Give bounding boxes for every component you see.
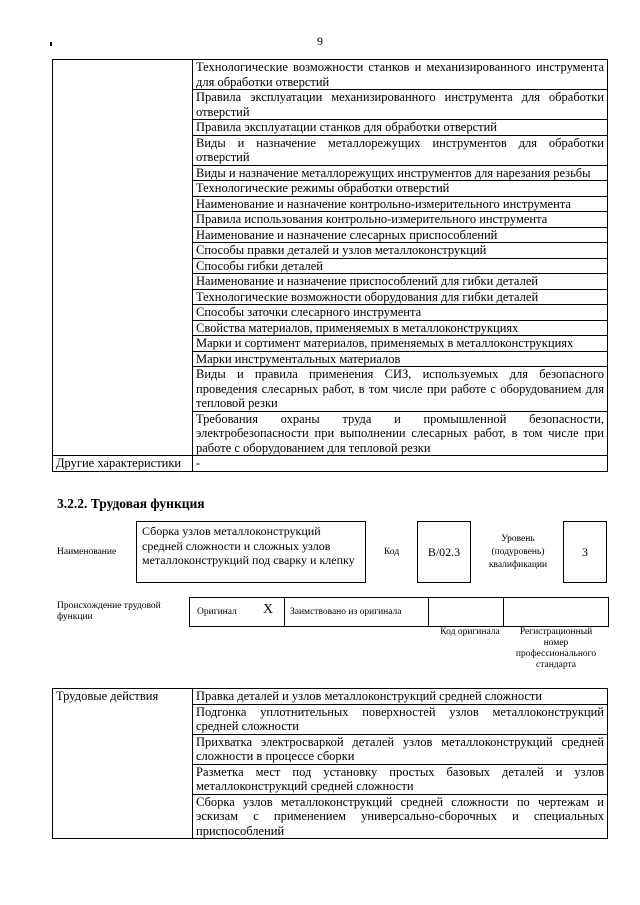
borrowed-label: Заимствовано из оригинала (290, 607, 402, 617)
reg-number-label: Регистрационный номер профессионального стандарта (515, 627, 597, 670)
divider (503, 598, 504, 626)
table-row (53, 60, 608, 90)
table-cell: Правила эксплуатации механизированного инструмента для обработки отверстий (193, 90, 608, 120)
table-cell: Наименование и назначение приспособлений для гибки деталей (193, 274, 608, 290)
table-cell: Свойства материалов, применяемых в металлоконструкциях (193, 320, 608, 336)
table-cell: Виды и правила применения СИЗ, используемых для безопасного проведения слесарных работ, в том числе при работе с оборудованием для тепловой резки (193, 367, 608, 412)
table-cell: Технологические возможности оборудования для гибки деталей (193, 289, 608, 305)
divider (428, 598, 429, 626)
table-cell: Технологические режимы обработки отверстий (193, 181, 608, 197)
actions-table (52, 688, 608, 839)
table-cell: - (193, 456, 608, 472)
name-label: Наименование (57, 547, 117, 557)
table-cell: Способы гибки деталей (193, 258, 608, 274)
code-box (417, 521, 471, 583)
table-cell: Прихватка электросваркой деталей узлов металлоконструкций средней сложности в процессе сборки (193, 734, 608, 764)
table-cell: Способы правки деталей и узлов металлоконструкций (193, 243, 608, 259)
table-row (53, 689, 608, 705)
origin-label: Происхождение трудовой функции (57, 601, 161, 622)
origin-row (189, 597, 609, 627)
original-label: Оригинал (197, 607, 237, 617)
level-box (563, 521, 607, 583)
table-cell: Технологические возможности станков и механизированного инструмента для обработки отверстий (193, 60, 608, 90)
table-cell: Способы заточки слесарного инструмента (193, 305, 608, 321)
table-cell: Подгонка уплотнительных поверхностей узлов металлоконструкций средней сложности (193, 704, 608, 734)
table-cell: Требования охраны труда и промышленной безопасности, электробезопасности при выполнении слесарных работ, в том числе при работе с оборудованием для тепловой резки (193, 411, 608, 456)
code-value: B/02.3 (427, 545, 461, 559)
table-cell: Марки и сортимент материалов, применяемых в металлоконструкциях (193, 336, 608, 352)
level-value: 3 (582, 545, 588, 559)
original-mark: X (263, 602, 274, 617)
row-label (53, 60, 193, 456)
table-cell: Марки инструментальных материалов (193, 351, 608, 367)
table-cell: Виды и назначение металлорежущих инструментов для обработки отверстий (193, 135, 608, 165)
row-label: Трудовые действия (53, 689, 193, 839)
function-name-box (136, 521, 366, 583)
table-cell: Правила использования контрольно-измерительного инструмента (193, 212, 608, 228)
scan-mark (50, 42, 52, 46)
function-name-value: Сборка узлов металлоконструкций средней сложности и сложных узлов металлоконструкций под сварку и клепку (142, 524, 355, 567)
code-label: Код (384, 547, 400, 557)
table-cell: Наименование и назначение контрольно-измерительного инструмента (193, 196, 608, 212)
table-row (53, 456, 608, 472)
table-cell: Наименование и назначение слесарных приспособлений (193, 227, 608, 243)
table-cell: Сборка узлов металлоконструкций средней сложности по чертежам и эскизам с применением универсально-сборочных и специальных приспособлений (193, 794, 608, 839)
divider (284, 598, 285, 626)
level-label: Уровень (подуровень) квалификации (488, 534, 548, 570)
knowledge-table (52, 59, 608, 472)
table-cell: Разметка мест под установку простых базовых деталей и узлов металлоконструкций средней сложности (193, 764, 608, 794)
code-original-label: Код оригинала (440, 627, 500, 637)
table-cell: Виды и назначение металлорежущих инструментов для нарезания резьбы (193, 165, 608, 181)
page-number: 9 (317, 34, 323, 48)
table-cell: Правка деталей и узлов металлоконструкций средней сложности (193, 689, 608, 705)
row-label: Другие характеристики (53, 456, 193, 472)
section-heading: 3.2.2. Трудовая функция (57, 496, 205, 511)
table-cell: Правила эксплуатации станков для обработки отверстий (193, 120, 608, 136)
